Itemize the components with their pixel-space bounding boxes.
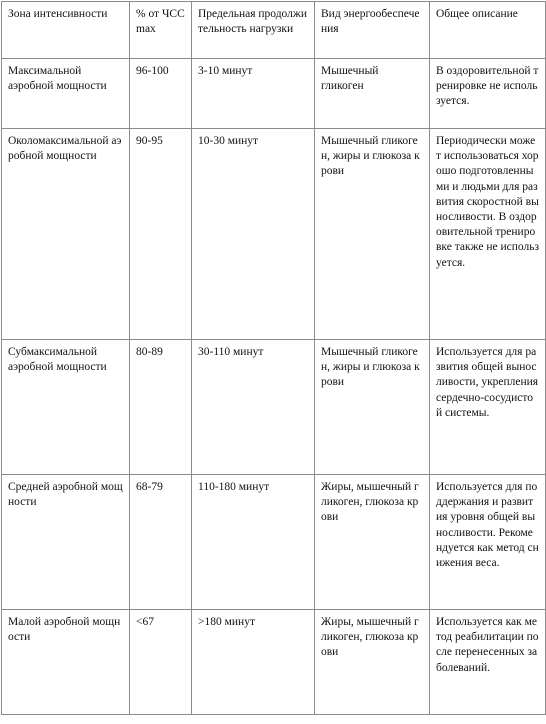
table-row bbox=[2, 59, 546, 129]
table-row bbox=[2, 129, 546, 340]
energy-cell: Жиры, мышечный гликоген, глюкоза крови bbox=[315, 610, 430, 715]
table-row bbox=[2, 610, 546, 715]
description-cell: Используется для развития общей выносливости, укрепления сердечно-сосудистой системы. bbox=[430, 340, 546, 475]
header-hr-percent: % от ЧССmax bbox=[130, 2, 192, 59]
hr-percent-cell: 96-100 bbox=[130, 59, 192, 129]
header-description: Общее описание bbox=[430, 2, 546, 59]
header-duration: Предельная продолжительность нагрузки bbox=[192, 2, 315, 59]
description-cell: Используется для поддержания и развития уровня общей выносливости. Рекомендуется как метод снижения веса. bbox=[430, 475, 546, 610]
energy-cell: Жиры, мышечный гликоген, глюкоза крови bbox=[315, 475, 430, 610]
header-energy: Вид энергообеспечения bbox=[315, 2, 430, 59]
energy-cell: Мышечный гликоген, жиры и глюкоза крови bbox=[315, 129, 430, 340]
hr-percent-cell: 80-89 bbox=[130, 340, 192, 475]
duration-cell: 3-10 минут bbox=[192, 59, 315, 129]
table-header-row bbox=[2, 2, 546, 59]
zone-cell: Субмаксимальной аэробной мощности bbox=[2, 340, 130, 475]
description-cell: Используется как метод реабилитации после перенесенных заболеваний. bbox=[430, 610, 546, 715]
duration-cell: >180 минут bbox=[192, 610, 315, 715]
intensity-zones-table bbox=[1, 1, 546, 715]
table-row bbox=[2, 475, 546, 610]
description-cell: Периодически может использоваться хорошо подготовленными и людьми для развития скоростной выносливости. В оздоровительной тренировке также не используется. bbox=[430, 129, 546, 340]
duration-cell: 10-30 минут bbox=[192, 129, 315, 340]
hr-percent-cell: <67 bbox=[130, 610, 192, 715]
zone-cell: Максимальной аэробной мощности bbox=[2, 59, 130, 129]
duration-cell: 30-110 минут bbox=[192, 340, 315, 475]
description-cell: В оздоровительной тренировке не используется. bbox=[430, 59, 546, 129]
energy-cell: Мышечный гликоген bbox=[315, 59, 430, 129]
table-row bbox=[2, 340, 546, 475]
zone-cell: Малой аэробной мощности bbox=[2, 610, 130, 715]
hr-percent-cell: 90-95 bbox=[130, 129, 192, 340]
zone-cell: Околомаксимальной аэробной мощности bbox=[2, 129, 130, 340]
header-zone: Зона интенсивности bbox=[2, 2, 130, 59]
energy-cell: Мышечный гликоген, жиры и глюкоза крови bbox=[315, 340, 430, 475]
zone-cell: Средней аэробной мощности bbox=[2, 475, 130, 610]
duration-cell: 110-180 минут bbox=[192, 475, 315, 610]
hr-percent-cell: 68-79 bbox=[130, 475, 192, 610]
